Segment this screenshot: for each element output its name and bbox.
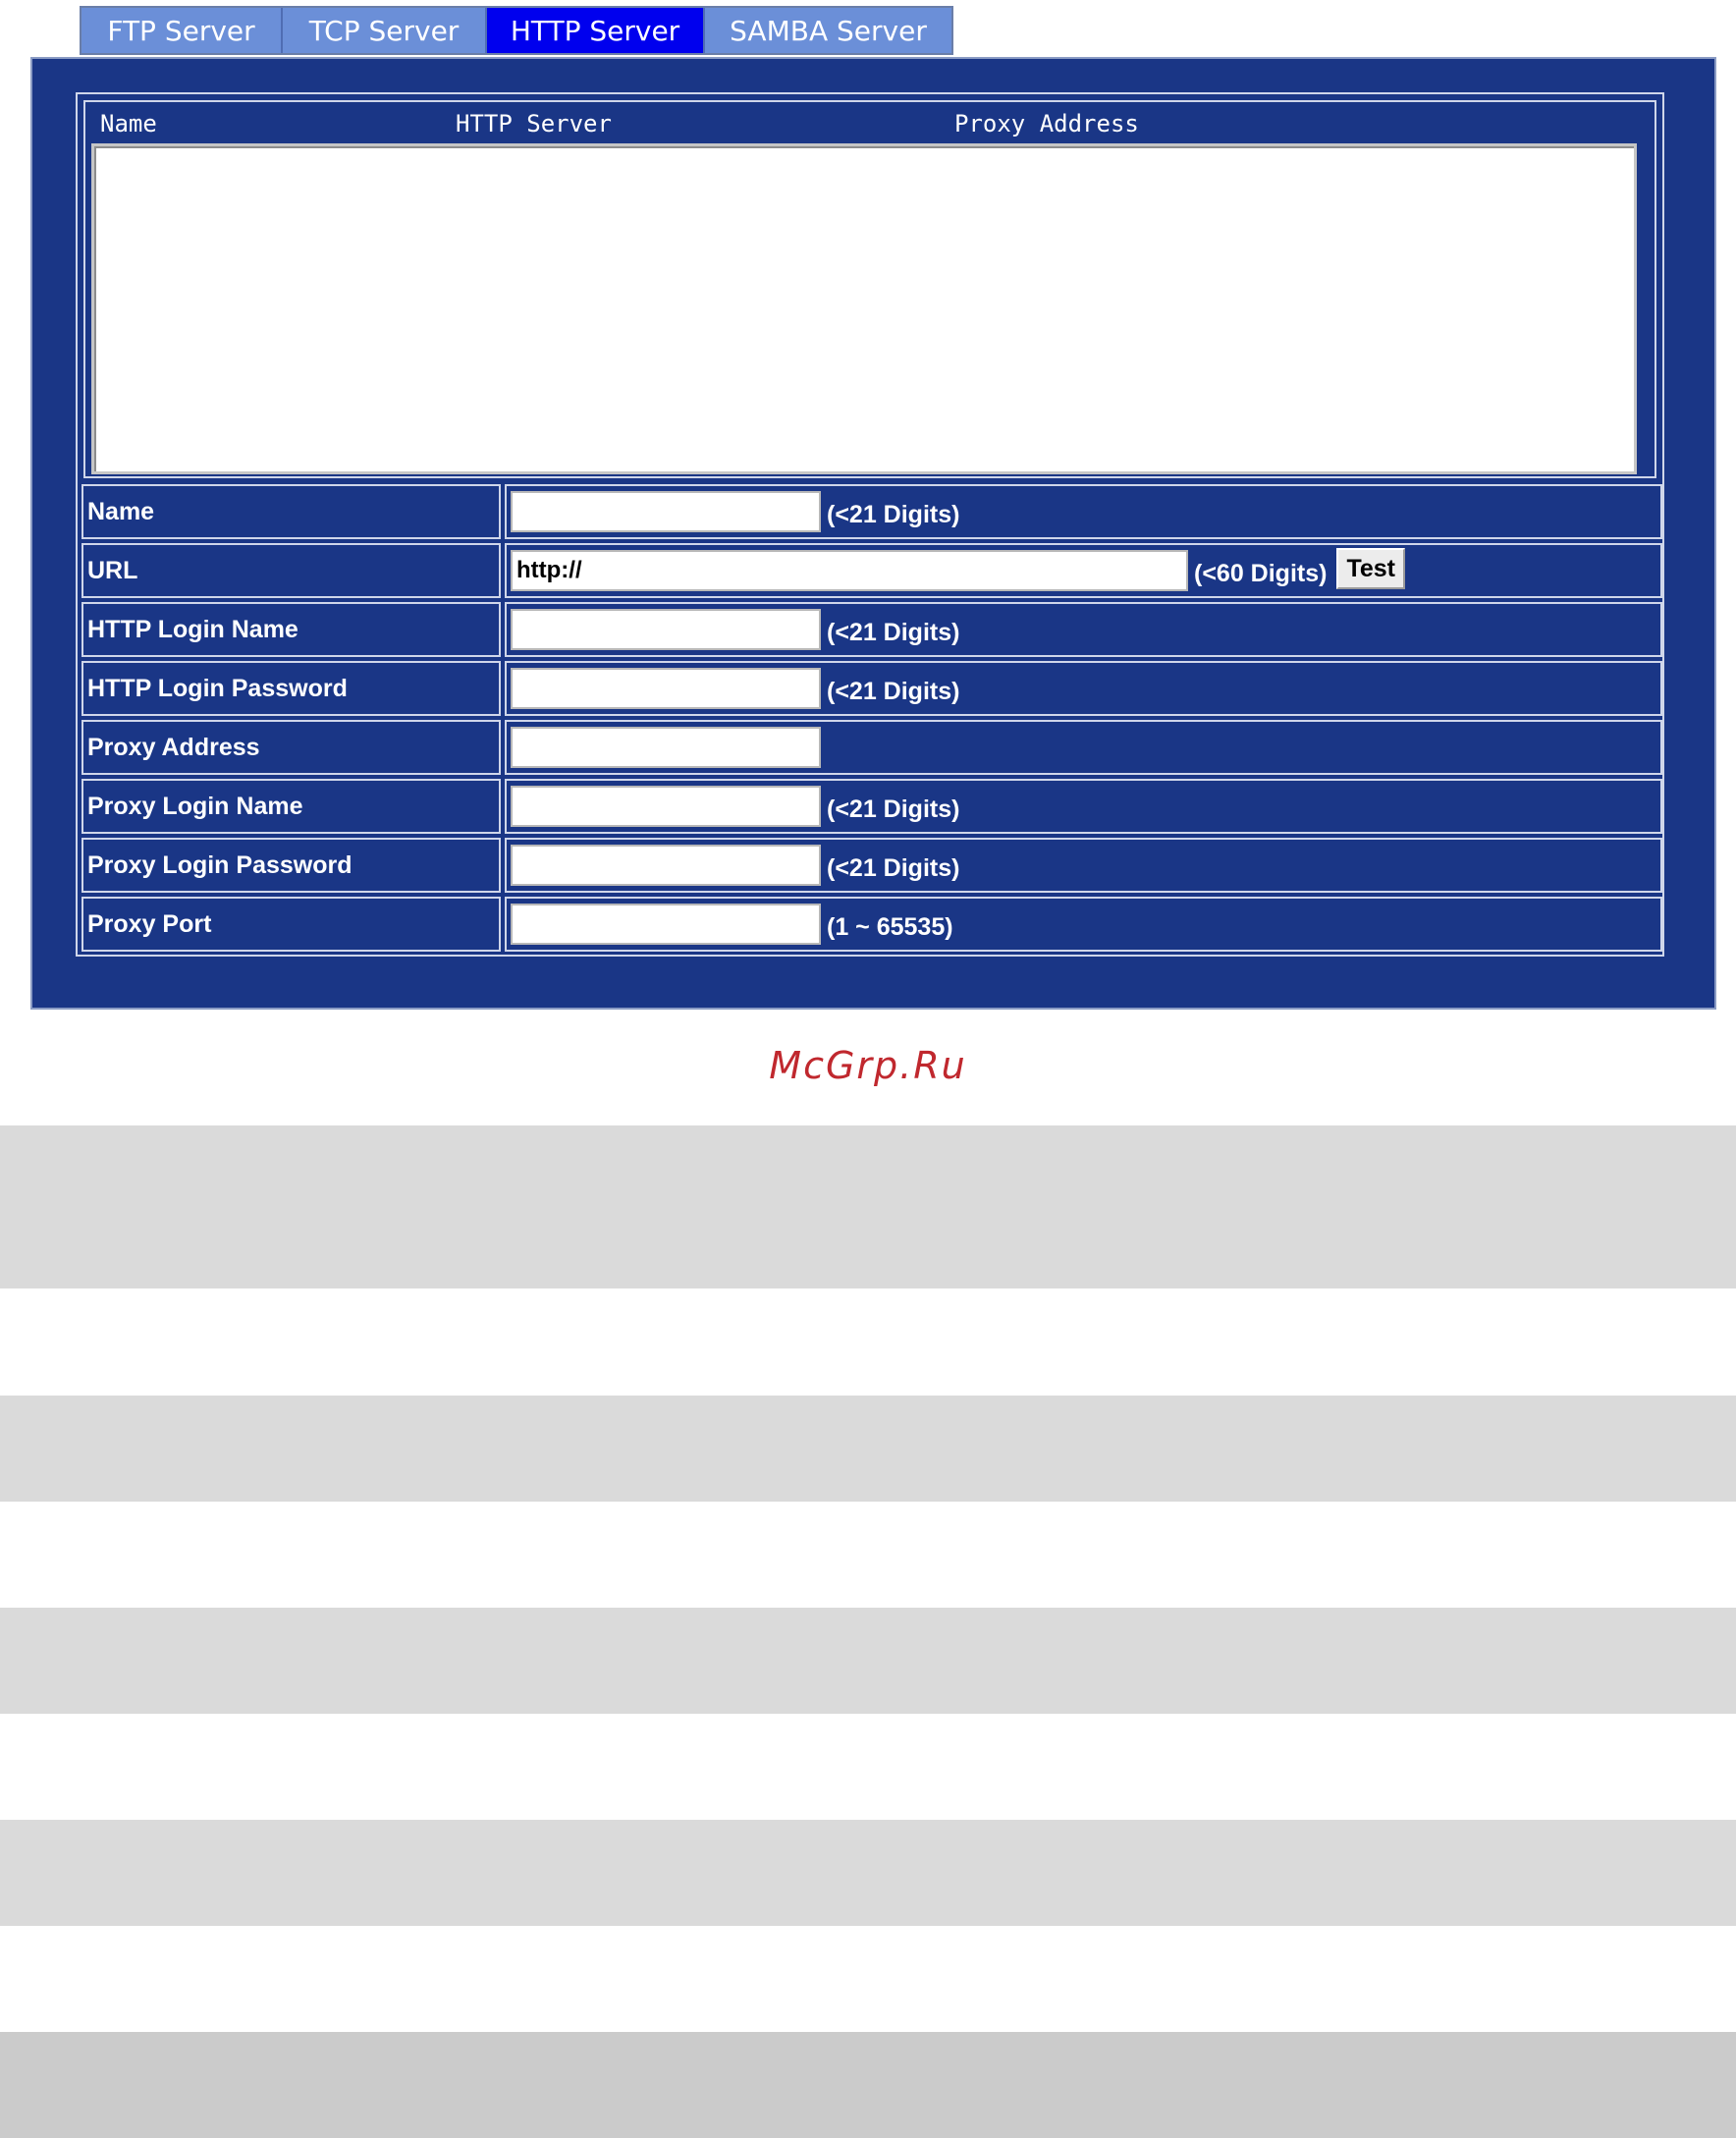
name-input[interactable] bbox=[511, 491, 821, 532]
url-hint: (<60 Digits) bbox=[1194, 559, 1328, 587]
http-login-name-input[interactable] bbox=[511, 609, 821, 650]
proxy-login-password-hint: (<21 Digits) bbox=[827, 853, 960, 882]
name-input-cell bbox=[505, 484, 1662, 539]
proxy-login-name-input-cell bbox=[505, 779, 1662, 834]
form-row-proxy-login-name bbox=[81, 779, 1662, 834]
gray-band-4 bbox=[0, 1820, 1736, 1926]
proxy-login-password-input-cell bbox=[505, 838, 1662, 893]
proxy-login-name-label: Proxy Login Name bbox=[81, 779, 501, 834]
http-login-name-label: HTTP Login Name bbox=[81, 602, 501, 657]
server-list-header bbox=[85, 102, 1655, 143]
proxy-login-name-hint: (<21 Digits) bbox=[827, 795, 960, 823]
server-list-frame bbox=[83, 100, 1656, 478]
proxy-address-input[interactable] bbox=[511, 727, 821, 768]
gray-band-3 bbox=[0, 1608, 1736, 1714]
proxy-port-label: Proxy Port bbox=[81, 897, 501, 952]
column-header-http-server: HTTP Server bbox=[456, 110, 612, 137]
proxy-port-hint: (1 ~ 65535) bbox=[827, 912, 953, 941]
tab-http-server[interactable]: HTTP Server bbox=[487, 8, 705, 53]
form-row-proxy-login-password bbox=[81, 838, 1662, 893]
form-row-http-login-password bbox=[81, 661, 1662, 716]
server-list-box[interactable] bbox=[91, 143, 1637, 474]
proxy-login-password-label: Proxy Login Password bbox=[81, 838, 501, 893]
http-login-password-hint: (<21 Digits) bbox=[827, 677, 960, 705]
gray-band-1 bbox=[0, 1125, 1736, 1288]
url-input[interactable] bbox=[511, 550, 1188, 591]
watermark-text: McGrp.Ru bbox=[769, 1044, 967, 1087]
test-button[interactable]: Test bbox=[1336, 548, 1405, 589]
proxy-port-input-cell bbox=[505, 897, 1662, 952]
form-row-http-login-name bbox=[81, 602, 1662, 657]
form-row-proxy-address bbox=[81, 720, 1662, 775]
gray-band-2 bbox=[0, 1396, 1736, 1502]
http-login-password-input[interactable] bbox=[511, 668, 821, 709]
proxy-login-name-input[interactable] bbox=[511, 786, 821, 827]
name-hint: (<21 Digits) bbox=[827, 500, 960, 528]
column-header-name: Name bbox=[100, 110, 157, 137]
tab-samba-server[interactable]: SAMBA Server bbox=[705, 8, 951, 53]
column-header-proxy-address: Proxy Address bbox=[954, 110, 1139, 137]
server-tabs bbox=[80, 6, 953, 55]
form-row-proxy-port bbox=[81, 897, 1662, 952]
http-login-name-input-cell bbox=[505, 602, 1662, 657]
proxy-login-password-input[interactable] bbox=[511, 845, 821, 886]
name-label: Name bbox=[81, 484, 501, 539]
http-login-password-input-cell bbox=[505, 661, 1662, 716]
proxy-address-input-cell bbox=[505, 720, 1662, 775]
http-login-password-label: HTTP Login Password bbox=[81, 661, 501, 716]
http-server-form bbox=[76, 92, 1664, 957]
tab-tcp-server[interactable]: TCP Server bbox=[283, 8, 487, 53]
form-row-url bbox=[81, 543, 1662, 598]
tab-ftp-server[interactable]: FTP Server bbox=[81, 8, 283, 53]
url-input-cell bbox=[505, 543, 1662, 598]
proxy-port-input[interactable] bbox=[511, 904, 821, 945]
url-label: URL bbox=[81, 543, 501, 598]
form-row-name bbox=[81, 484, 1662, 539]
gray-band-5 bbox=[0, 2032, 1736, 2138]
http-login-name-hint: (<21 Digits) bbox=[827, 618, 960, 646]
http-server-panel bbox=[30, 57, 1716, 1010]
proxy-address-label: Proxy Address bbox=[81, 720, 501, 775]
